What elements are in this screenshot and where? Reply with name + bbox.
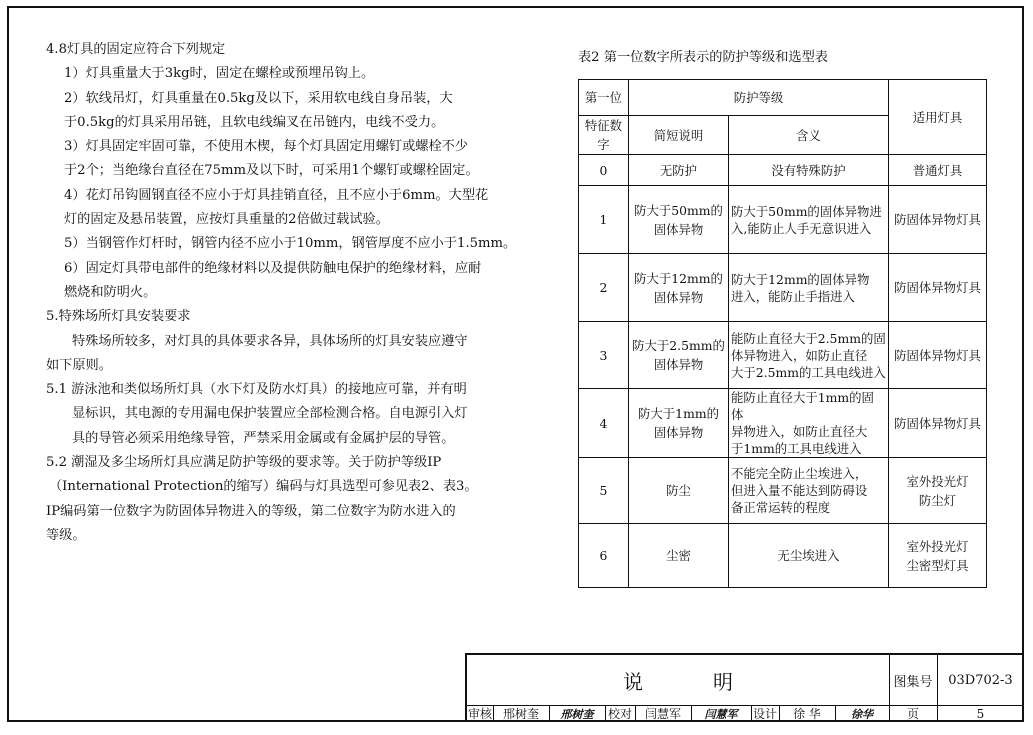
cell-lamps [889, 322, 987, 389]
text-line: 6）固定灯具带电部件的绝缘材料以及提供防触电保护的绝缘材料，应耐 [64, 260, 482, 276]
text-line: 于0.5kg的灯具采用吊链，且软电线编叉在吊链内，电线不受力。 [64, 114, 445, 130]
table-caption: 表2 第一位数字所表示的防护等级和选型表 [578, 50, 828, 65]
header-lamps: 适用灯具 [889, 80, 987, 155]
design-label: 设计 [751, 705, 780, 722]
title-block [465, 653, 1024, 722]
atlas-number: 03D702-3 [948, 672, 1013, 688]
header-meaning: 含义 [729, 116, 889, 155]
cell-digit: 5 [579, 458, 629, 524]
cell-brief [629, 186, 729, 254]
header-digit-bottom: 特征数字 [579, 116, 629, 155]
cell-meaning-line: 没有特殊防护 [771, 162, 846, 178]
text-line: 等级。 [46, 527, 86, 543]
text-line: 3）灯具固定牢固可靠，不使用木楔，每个灯具固定用螺钉或螺栓不少 [64, 139, 469, 155]
cell-meaning-line: 防大于50mm的固体异物进 [731, 203, 882, 219]
cell-brief-line: 防大于12mm的 [634, 270, 723, 286]
cell-lamps-line: 普通灯具 [912, 162, 963, 178]
cell-meaning [729, 186, 889, 254]
cell-brief [629, 389, 729, 458]
cell-brief-line: 防大于50mm的 [634, 202, 723, 218]
text-line-heading-5-1: 5.1 游泳池和类似场所灯具（水下灯及防水灯具）的接地应可靠，并有明 [46, 382, 467, 398]
cell-digit: 4 [579, 389, 629, 458]
text-line: 4）花灯吊钩圆钢直径不应小于灯具挂销直径，且不应小于6mm。大型花 [64, 187, 489, 203]
cell-meaning-line: 能防止直径大于1mm的固体 [731, 390, 874, 422]
text-line: 特殊场所较多，对灯具的具体要求各异，具体场所的灯具安装应遵守 [72, 333, 468, 349]
cell-meaning [729, 322, 889, 389]
cell-brief-line: 防大于2.5mm的 [632, 338, 725, 353]
design-name: 徐 华 [779, 705, 836, 722]
cell-meaning-line: 异物进入，如防止直径大 [731, 424, 868, 439]
cell-digit: 3 [579, 322, 629, 389]
review-label: 审核 [467, 707, 492, 721]
cell-brief-line: 固体异物 [653, 289, 704, 305]
table-row [579, 186, 987, 254]
cell-brief [629, 524, 729, 588]
table-row [579, 524, 987, 588]
cell-lamps [889, 254, 987, 322]
cell-lamps [889, 524, 987, 588]
text-line-heading-4-8: 4.8灯具的固定应符合下列规定 [46, 42, 226, 57]
text-line: IP编码第一位数字为防固体异物进入的等级，第二位数字为防水进入的 [46, 503, 456, 519]
cell-brief [629, 155, 729, 186]
review-signature: 邢树奎 [549, 705, 606, 722]
cell-meaning [729, 524, 889, 588]
text-line-heading-5: 5.特殊场所灯具安装要求 [46, 309, 191, 325]
atlas-label: 图集号 [889, 655, 938, 705]
cell-meaning [729, 254, 889, 322]
cell-digit: 2 [579, 254, 629, 322]
cell-meaning-line: 但进入量不能达到防碍设 [731, 483, 868, 498]
page-label: 页 [889, 705, 938, 722]
text-line: 显标识，其电源的专用漏电保护装置应全部检测合格。自电源引入灯 [72, 406, 468, 422]
cell-brief [629, 322, 729, 389]
cell-lamps-line: 防尘灯 [918, 492, 957, 508]
cell-brief-line: 无防护 [659, 162, 698, 178]
table-row [579, 254, 987, 322]
table-row [579, 322, 987, 389]
cell-meaning [729, 458, 889, 524]
cell-lamps [889, 389, 987, 458]
cell-meaning [729, 155, 889, 186]
check-name: 闫慧军 [635, 705, 692, 722]
text-line: 燃烧和防明火。 [64, 284, 157, 300]
table-row [579, 155, 987, 186]
cell-meaning-line: 备正常运转的程度 [731, 500, 831, 515]
cell-lamps-line: 防固体异物灯具 [894, 415, 981, 431]
header-brief: 简短说明 [629, 116, 729, 155]
cell-lamps [889, 186, 987, 254]
cell-brief [629, 458, 729, 524]
protection-grade-table [578, 79, 987, 588]
cell-meaning-line: 无尘埃进入 [777, 548, 840, 563]
cell-brief-line: 固体异物 [653, 425, 704, 440]
cell-lamps-line: 防固体异物灯具 [894, 212, 981, 227]
cell-meaning [729, 389, 889, 458]
text-line: 灯的固定及悬吊装置，应按灯具重量的2倍做过载试验。 [64, 212, 389, 228]
header-protection: 防护等级 [629, 80, 889, 116]
cell-brief-line: 防大于1mm的 [638, 406, 719, 421]
cell-lamps-line: 尘密型灯具 [906, 557, 969, 573]
cell-lamps-line: 防固体异物灯具 [894, 347, 981, 363]
cell-meaning-line: 大于2.5mm的工具电线进入 [731, 364, 886, 380]
text-line: 1）灯具重量大于3kg时，固定在螺栓或预埋吊钩上。 [64, 66, 375, 82]
cell-meaning-line: 于1mm的工具电线进入 [731, 441, 862, 456]
check-signature: 闫慧军 [691, 705, 752, 722]
cell-lamps-line: 室外投光灯 [906, 538, 969, 554]
table-row [579, 458, 987, 524]
text-line-heading-5-2: 5.2 潮湿及多尘场所灯具应满足防护等级的要求等。关于防护等级IP [46, 455, 442, 471]
cell-meaning-line: 不能完全防止尘埃进入， [731, 466, 868, 481]
text-line: 2）软线吊灯，灯具重量在0.5kg及以下，采用软电线自身吊装，大 [64, 90, 453, 106]
cell-brief-line: 固体异物 [653, 357, 704, 372]
header-digit-top: 第一位 [579, 80, 629, 116]
cell-meaning-line: 进入，能防止手指进入 [731, 288, 855, 304]
page-number: 5 [976, 706, 985, 721]
body-text [46, 38, 517, 548]
text-line: 5）当钢管作灯杆时，钢管内径不应小于10mm，钢管厚度不应小于1.5mm。 [64, 236, 517, 252]
cell-meaning-line: 能防止直径大于2.5mm的固 [731, 330, 886, 346]
review-name: 邢树奎 [493, 705, 550, 722]
cell-lamps [889, 458, 987, 524]
cell-lamps-line: 防固体异物灯具 [894, 280, 981, 295]
cell-digit: 0 [579, 155, 629, 186]
cell-brief-line: 防尘 [666, 483, 691, 498]
table-row [579, 389, 987, 458]
text-line: 于2个；当绝缘台直径在75mm及以下时，可采用1个螺钉或螺栓固定。 [64, 163, 479, 179]
text-line: 具的导管必须采用绝缘导管，严禁采用金属或有金属护层的导管。 [72, 430, 455, 446]
cell-lamps [889, 155, 987, 186]
text-line: 如下原则。 [46, 357, 112, 373]
cell-digit: 6 [579, 524, 629, 588]
cell-brief-line: 尘密 [666, 548, 691, 563]
cell-lamps-line: 室外投光灯 [906, 473, 969, 489]
cell-brief-line: 固体异物 [653, 221, 704, 237]
design-signature: 徐华 [835, 705, 890, 722]
cell-digit: 1 [579, 186, 629, 254]
cell-brief [629, 254, 729, 322]
check-label: 校对 [605, 705, 636, 722]
cell-meaning-line: 入,能防止人手无意识进入 [731, 220, 872, 236]
cell-meaning-line: 体异物进入，如防止直径 [731, 347, 868, 363]
text-line: （International Protection的缩写）编码与灯具选型可参见表2、表3。 [49, 479, 478, 495]
cell-meaning-line: 防大于12mm的固体异物 [731, 271, 870, 287]
drawing-title: 说明 [467, 655, 890, 705]
